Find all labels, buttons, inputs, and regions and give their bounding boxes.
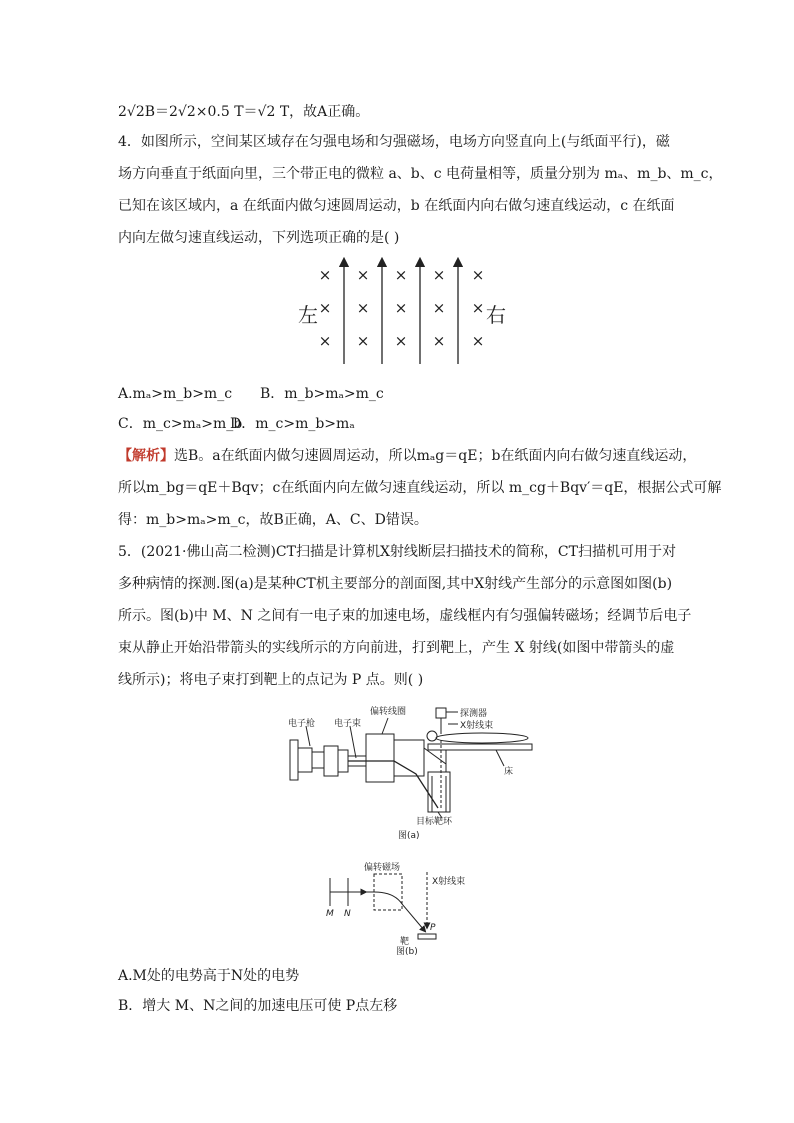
label-electron-beam: 电子束 — [334, 719, 362, 729]
label-xray-beam-b: X射线束 — [432, 877, 466, 887]
magnetic-cross: × — [356, 299, 370, 317]
q5-option-a[interactable]: A.M处的电势高于N处的电势 — [118, 968, 300, 984]
magnetic-cross: × — [318, 299, 332, 317]
analysis-tag: 【解析】 — [118, 448, 174, 464]
q4-stem-line-1: 4．如图所示，空间某区域存在匀强电场和匀强磁场，电场方向竖直向上(与纸面平行)，磁 — [118, 134, 670, 150]
label-target-ring: 目标靶环 — [416, 817, 453, 827]
caption-figure-a: 图(a) — [398, 831, 420, 840]
deflection-figure-b — [324, 858, 494, 956]
deflection-coil — [366, 734, 394, 782]
q4-stem-line-4: 内向左做匀速直线运动，下列选项正确的是( ) — [118, 230, 400, 246]
label-m: M — [326, 909, 334, 919]
detector — [436, 708, 446, 718]
magnetic-cross: × — [318, 332, 332, 350]
label-bed: 床 — [504, 767, 514, 777]
label-xray-beam: X射线束 — [460, 721, 494, 731]
label-detector: 探测器 — [460, 709, 488, 719]
analysis-text: 选B。a在纸面内做匀速圆周运动，所以mₐg＝qE；b在纸面内向右做匀速直线运动， — [174, 448, 697, 464]
q4-option-b[interactable]: B．m_b>mₐ>m_c — [260, 386, 384, 402]
q4-option-a[interactable]: A.mₐ>m_b>m_c — [118, 386, 233, 402]
q4-option-d[interactable]: D．m_c>m_b>mₐ — [230, 416, 355, 432]
magnetic-cross: × — [471, 332, 485, 350]
magnetic-cross: × — [394, 266, 408, 284]
label-p: P — [430, 923, 436, 933]
left-label: 左 — [298, 303, 318, 327]
q5-stem-line-3: 所示。图(b)中 M、N 之间有一电子束的加速电场，虚线框内有匀强偏转磁场；经调节后电子 — [118, 608, 692, 624]
q4-analysis-line-2: 所以m_bg＝qE＋Bqv；c在纸面内向左做匀速直线运动，所以 m_cg＋Bqv′＝qE，根据公式可解 — [118, 480, 722, 496]
magnetic-cross: × — [432, 299, 446, 317]
magnetic-cross: × — [356, 332, 370, 350]
q5-stem-line-1: 5．(2021·佛山高二检测)CT扫描是计算机X射线断层扫描技术的简称，CT扫描机可用于对 — [118, 544, 676, 560]
magnetic-cross: × — [394, 299, 408, 317]
magnetic-cross: × — [394, 332, 408, 350]
magnetic-cross: × — [318, 266, 332, 284]
q5-stem-line-2: 多种病情的探测.图(a)是某种CT机主要部分的剖面图,其中X射线产生部分的示意图如图(b) — [118, 576, 673, 592]
q5-option-b[interactable]: B．增大 M、N之间的加速电压可使 P点左移 — [118, 998, 398, 1014]
right-label: 右 — [486, 303, 506, 327]
magnetic-cross: × — [471, 266, 485, 284]
q4-analysis-line-1 — [118, 446, 696, 466]
ct-scanner-figure-a — [286, 700, 546, 840]
label-electron-gun: 电子枪 — [288, 719, 316, 729]
magnetic-cross: × — [432, 266, 446, 284]
magnetic-cross: × — [356, 266, 370, 284]
label-target: 靶 — [400, 937, 410, 947]
q5-stem-line-4: 束从静止开始沿带箭头的实线所示的方向前进，打到靶上，产生 X 射线(如图中带箭头的虚 — [118, 640, 675, 656]
q3-answer-line: 2√2B＝2√2×0.5 T＝√2 T，故A正确。 — [118, 104, 370, 120]
q4-analysis-line-3: 得：m_b>mₐ>m_c，故B正确，A、C、D错误。 — [118, 512, 428, 528]
target — [418, 934, 436, 939]
q4-stem-line-2: 场方向垂直于纸面向里，三个带正电的微粒 a、b、c 电荷量相等，质量分别为 mₐ、m_b、m_c， — [118, 166, 723, 182]
target-ring — [428, 772, 450, 812]
electron-gun — [290, 740, 298, 780]
q4-field-figure — [294, 254, 524, 366]
q4-option-c[interactable]: C．m_c>mₐ>m_b — [118, 416, 243, 432]
magnetic-cross: × — [432, 332, 446, 350]
label-n: N — [344, 909, 351, 919]
magnetic-cross: × — [471, 299, 485, 317]
q4-stem-line-3: 已知在该区域内，a 在纸面内做匀速圆周运动，b 在纸面内向右做匀速直线运动，c 在纸面 — [118, 198, 675, 214]
caption-figure-b: 图(b) — [396, 947, 418, 956]
bed — [428, 744, 532, 750]
label-deflection-coil: 偏转线圈 — [370, 707, 407, 717]
q5-stem-line-5: 线所示)；将电子束打到靶上的点记为 P 点。则( ) — [118, 672, 424, 688]
label-deflection-field: 偏转磁场 — [364, 863, 401, 873]
